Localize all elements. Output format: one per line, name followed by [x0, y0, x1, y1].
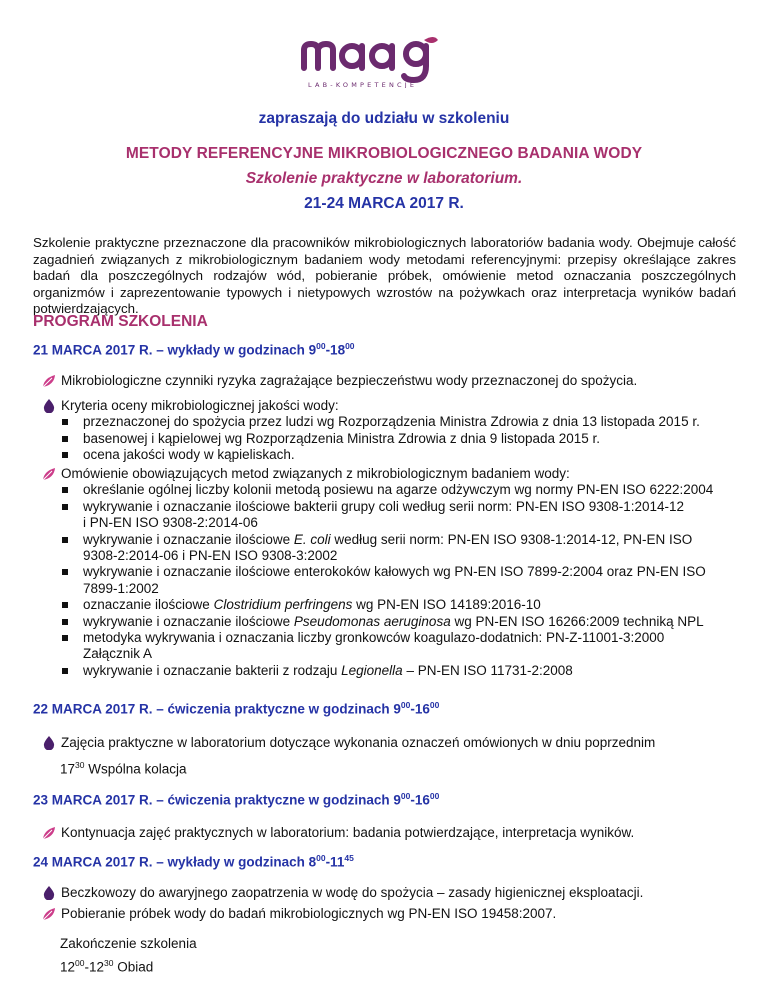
day-2-heading: 22 MARCA 2017 R. – ćwiczenia praktyczne w godzinach $9^{00}-16^{00}$ [33, 700, 440, 717]
day-1-item-2: Kryteria oceny mikrobiologicznej jakości wody: przeznaczonej do spożycia przez ludzi wg Rozporządzenia Ministra Zdrowia z dnia 13 listopada 2015 r. basenowej i kąpielowej wg Rozporządzenia Ministra Zdrowia z dnia 9 listopada 2015 r. ocena jakości wody w kąpieliskach. [42, 398, 742, 464]
training-subtitle: Szkolenie praktyczne w laboratorium. [245, 170, 523, 187]
leaf-icon [42, 374, 56, 388]
intro-paragraph: Szkolenie praktyczne przeznaczone dla pracowników mikrobiologicznych laboratoriów badania wody. Obejmuje całość zagadnień związanych z mikrobiologicznym badaniem wody metodami referencyjnymi: przepisy określające zakres badań dla poszczególnych rodzajów wód, pobieranie próbek, omówienie metod oznaczania poszczególnych organizmów i zaprezentowanie typowych i nietypowych wzrostów na pożywkach oraz interpretacja wyników badań potwierdzających. [33, 235, 736, 316]
leaf-icon [42, 826, 56, 840]
list-item: metodyka wykrywania i oznaczania liczby gronkowców koagulazo-dodatnich: PN-Z-11001-3:2000 Załącznik A [61, 630, 742, 663]
water-drop-icon [42, 399, 56, 413]
list-item: określanie ogólnej liczby kolonii metodą posiewu na agarze odżywczym wg normy PN-EN ISO 6222:2004 [61, 482, 742, 498]
training-dates: 21-24 MARCA 2017 R. [304, 195, 464, 212]
leaf-icon [42, 907, 56, 921]
lunch-line: $12^{00}-12^{30}$ Obiad [60, 958, 154, 975]
list-item: wykrywanie i oznaczanie ilościowe E. coli według serii norm: PN-EN ISO 9308-1:2014-12, PN-EN ISO 9308-2:2014-06 i PN-EN ISO 9308-3:2002 [61, 532, 742, 565]
day-1-item-3: Omówienie obowiązujących metod związanych z mikrobiologicznym badaniem wody: określanie ogólnej liczby kolonii metodą posiewu na agarze odżywczym wg normy PN-EN ISO 6222:2004 wykrywanie i oznaczanie ilościowe bakterii grupy coli według serii norm: PN-EN ISO 9308-1:2014-12 i PN-EN ISO 9308-2:2014-06 wykrywanie i oznaczanie ilościowe E. coli według serii norm: PN-EN ISO 9308-1:2014-12, PN-EN ISO 9308-2:2014-06 i PN-EN ISO 9308-3:2002 wykrywanie i oznaczanie ilościowe enterokoków kałowych wg PN-EN ISO 7899-2:2004 oraz PN-EN ISO 7899-1:2002 oznaczanie ilościowe Clostridium perfringens wg PN-EN ISO 14189:2016-10 wykrywanie i oznaczanie ilościowe Pseudomonas aeruginosa wg PN-EN ISO 16266:2009 techniką NPL metodyka wykrywania i oznaczania liczby gronkowców koagulazo-dodatnich: PN-Z-11001-3:2000 Załącznik A wykrywanie i oznaczanie bakterii z rodzaju Legionella – PN-EN ISO 11731-2:2008 [42, 466, 742, 679]
invite-line: zapraszają do udziału w szkoleniu [258, 110, 510, 127]
day-3-item-1: Kontynuacja zajęć praktycznych w laboratorium: badania potwierdzające, interpretacja wyników. [42, 825, 742, 841]
list-item: oznaczanie ilościowe Clostridium perfringens wg PN-EN ISO 14189:2016-10 [61, 597, 742, 613]
water-drop-icon [42, 736, 56, 750]
leaf-icon [42, 467, 56, 481]
list-item: basenowej i kąpielowej wg Rozporządzenia Ministra Zdrowia z dnia 9 listopada 2015 r. [61, 431, 742, 447]
training-title: METODY REFERENCYJNE MIKROBIOLOGICZNEGO BADANIA WODY [125, 145, 643, 162]
list-item: wykrywanie i oznaczanie ilościowe Pseudomonas aeruginosa wg PN-EN ISO 16266:2009 techniką NPL [61, 614, 742, 630]
day-4-item-2: Pobieranie próbek wody do badań mikrobiologicznych wg PN-EN ISO 19458:2007. [42, 906, 742, 922]
list-item: wykrywanie i oznaczanie ilościowe enterokoków kałowych wg PN-EN ISO 7899-2:2004 oraz PN-EN ISO 7899-1:2002 [61, 564, 742, 597]
program-heading: PROGRAM SZKOLENIA [33, 313, 208, 330]
day-4-item-1: Beczkowozy do awaryjnego zaopatrzenia w wodę do spożycia – zasady higienicznej eksploatacji. [42, 885, 742, 901]
list-item: przeznaczonej do spożycia przez ludzi wg Rozporządzenia Ministra Zdrowia z dnia 13 listopada 2015 r. [61, 414, 742, 430]
day-2-item-1: Zajęcia praktyczne w laboratorium dotyczące wykonania oznaczeń omówionych w dniu poprzednim [42, 735, 742, 751]
list-item: ocena jakości wody w kąpieliskach. [61, 447, 742, 463]
closing-line: Zakończenie szkolenia [60, 936, 197, 951]
maag-logo [300, 36, 470, 88]
day-1-heading: 21 MARCA 2017 R. – wykłady w godzinach $9^{00}-18^{00}$ [33, 341, 355, 358]
day-1-item-1: Mikrobiologiczne czynniki ryzyka zagrażające bezpieczeństwu wody przeznaczonej do spożycia. [42, 373, 742, 389]
day-3-heading: 23 MARCA 2017 R. – ćwiczenia praktyczne w godzinach $9^{00}-16^{00}$ [33, 791, 440, 808]
supper-line: $17^{30}$ Wspólna kolacja [60, 760, 187, 777]
day-4-heading: 24 MARCA 2017 R. – wykłady w godzinach $8^{00}-11^{45}$ [33, 853, 354, 870]
list-item: wykrywanie i oznaczanie ilościowe bakterii grupy coli według serii norm: PN-EN ISO 9308-1:2014-12 i PN-EN ISO 9308-2:2014-06 [61, 499, 742, 532]
water-drop-icon [42, 886, 56, 900]
logo-subline: LAB-KOMPETENCJE [308, 81, 418, 88]
list-item: wykrywanie i oznaczanie bakterii z rodzaju Legionella – PN-EN ISO 11731-2:2008 [61, 663, 742, 679]
